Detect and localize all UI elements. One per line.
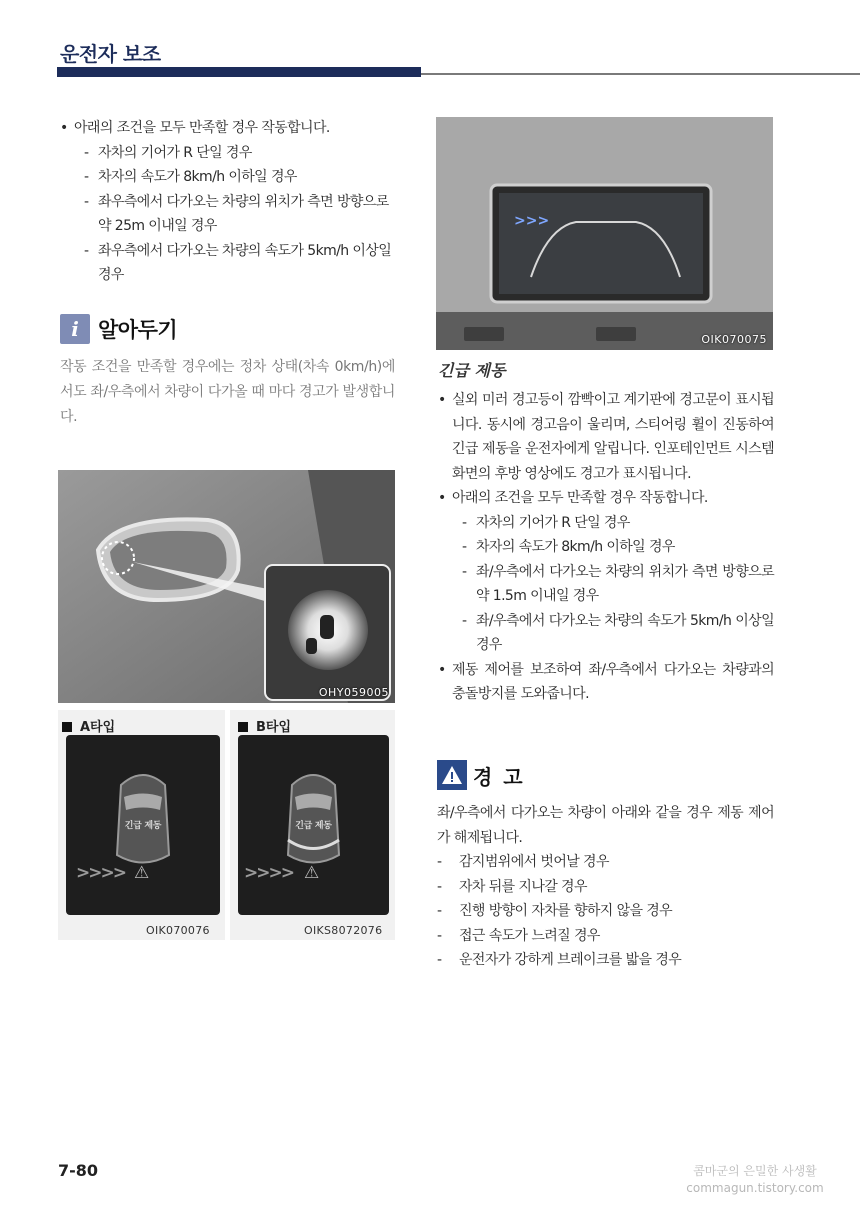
condition-item: - 좌/우측에서 다가오는 차량의 속도가 5km/h 이상일 경우 bbox=[462, 612, 774, 653]
left-conditions bbox=[60, 116, 400, 288]
warning-item: - 접근 속도가 느려질 경우 bbox=[437, 927, 600, 944]
condition-item: - 좌우측에서 다가오는 차량의 위치가 측면 방향으로 약 25m 이내일 경우 bbox=[84, 193, 389, 234]
watermark: 콤마군의 은밀한 사생활 commagun.tistory.com bbox=[686, 1164, 824, 1195]
mirror-illustration bbox=[58, 470, 395, 703]
condition-item: - 좌/우측에서 다가오는 차량의 위치가 측면 방향으로 약 1.5m 이내일 경우 bbox=[462, 563, 774, 604]
warning-item: - 자차 뒤를 지나갈 경우 bbox=[437, 878, 587, 895]
image-code: OIK070075 bbox=[701, 333, 767, 346]
condition-item: - 좌우측에서 다가오는 차량의 속도가 5km/h 이상일 경우 bbox=[84, 242, 392, 283]
page-number: 7-80 bbox=[58, 1161, 99, 1180]
warning-item: - 운전자가 강하게 브레이크를 밟을 경우 bbox=[437, 952, 682, 968]
note-header bbox=[60, 313, 177, 345]
header-rule bbox=[421, 73, 860, 75]
warning-icon bbox=[437, 760, 467, 790]
warning-title: 경 고 bbox=[473, 764, 525, 789]
dashboard-illustration bbox=[436, 117, 773, 350]
square-bullet-icon bbox=[62, 722, 72, 732]
warning-content bbox=[437, 801, 774, 973]
dashboard-photo bbox=[436, 117, 773, 350]
section-title: 운전자 보조 bbox=[60, 42, 161, 66]
header-bar bbox=[57, 67, 421, 77]
emergency-content bbox=[438, 388, 774, 707]
bullet-item: • 아래의 조건을 모두 만족할 경우 작동합니다. bbox=[438, 490, 708, 506]
approach-chevrons: >>>> bbox=[76, 863, 125, 883]
warning-triangle-icon bbox=[441, 765, 463, 785]
condition-item: - 자차의 기어가 R 단일 경우 bbox=[84, 144, 252, 161]
screen-text: 긴급 제동 bbox=[124, 821, 162, 831]
image-code: OIKS8072076 bbox=[304, 924, 383, 937]
type-b-screen bbox=[238, 735, 389, 915]
type-b-label: B타입 bbox=[238, 716, 291, 735]
bullet-item: • 아래의 조건을 모두 만족할 경우 작동합니다. bbox=[60, 120, 330, 136]
bullet-item: • 실외 미러 경고등이 깜빡이고 계기판에 경고문이 표시됩니다. 동시에 경고음이 울리며, 스티어링 휠이 진동하여 긴급 제동을 운전자에게 알립니다. 인포테인먼트 시스템 화면의 후방 영상에도 경고가 표시됩니다. bbox=[438, 392, 774, 482]
mirror-photo bbox=[58, 470, 395, 703]
note-body: 작동 조건을 만족할 경우에는 정차 상태(차속 0km/h)에서도 좌/우측에서 차량이 다가올 때 마다 경고가 발생합니다. bbox=[60, 359, 395, 425]
approach-chevrons: >>>> bbox=[244, 863, 293, 883]
subsection-title: 긴급 제동 bbox=[438, 361, 506, 380]
warning-item: - 진행 방향이 자차를 향하지 않을 경우 bbox=[437, 903, 673, 919]
type-a-label: A타입 bbox=[62, 716, 115, 735]
square-bullet-icon bbox=[238, 722, 248, 732]
note-title: 알아두기 bbox=[98, 318, 178, 342]
bullet-item: • 제동 제어를 보조하여 좌/우측에서 다가오는 차량과의 충돌방지를 도와줍니다. bbox=[438, 661, 774, 702]
type-b-panel bbox=[230, 710, 395, 940]
condition-item: - 차자의 속도가 8km/h 이하일 경우 bbox=[84, 169, 297, 185]
warning-header bbox=[437, 760, 525, 790]
info-icon: i bbox=[60, 314, 90, 344]
condition-item: - 차자의 속도가 8km/h 이하일 경우 bbox=[462, 539, 675, 555]
warning-triangle-icon: ⚠ bbox=[134, 863, 150, 883]
screen-text: 긴급 제동 bbox=[295, 821, 332, 831]
type-a-screen bbox=[66, 735, 220, 915]
image-code: OHY059005 bbox=[318, 686, 389, 699]
warning-triangle-icon: ⚠ bbox=[304, 863, 320, 883]
condition-item: - 자차의 기어가 R 단일 경우 bbox=[462, 514, 630, 531]
svg-text:>>>: >>> bbox=[514, 213, 550, 229]
type-a-panel bbox=[58, 710, 225, 940]
image-code: OIK070076 bbox=[146, 924, 210, 937]
warning-item: - 감지범위에서 벗어날 경우 bbox=[437, 854, 609, 870]
warning-intro: 좌/우측에서 다가오는 차량이 아래와 같을 경우 제동 제어가 해제됩니다. bbox=[437, 805, 774, 846]
